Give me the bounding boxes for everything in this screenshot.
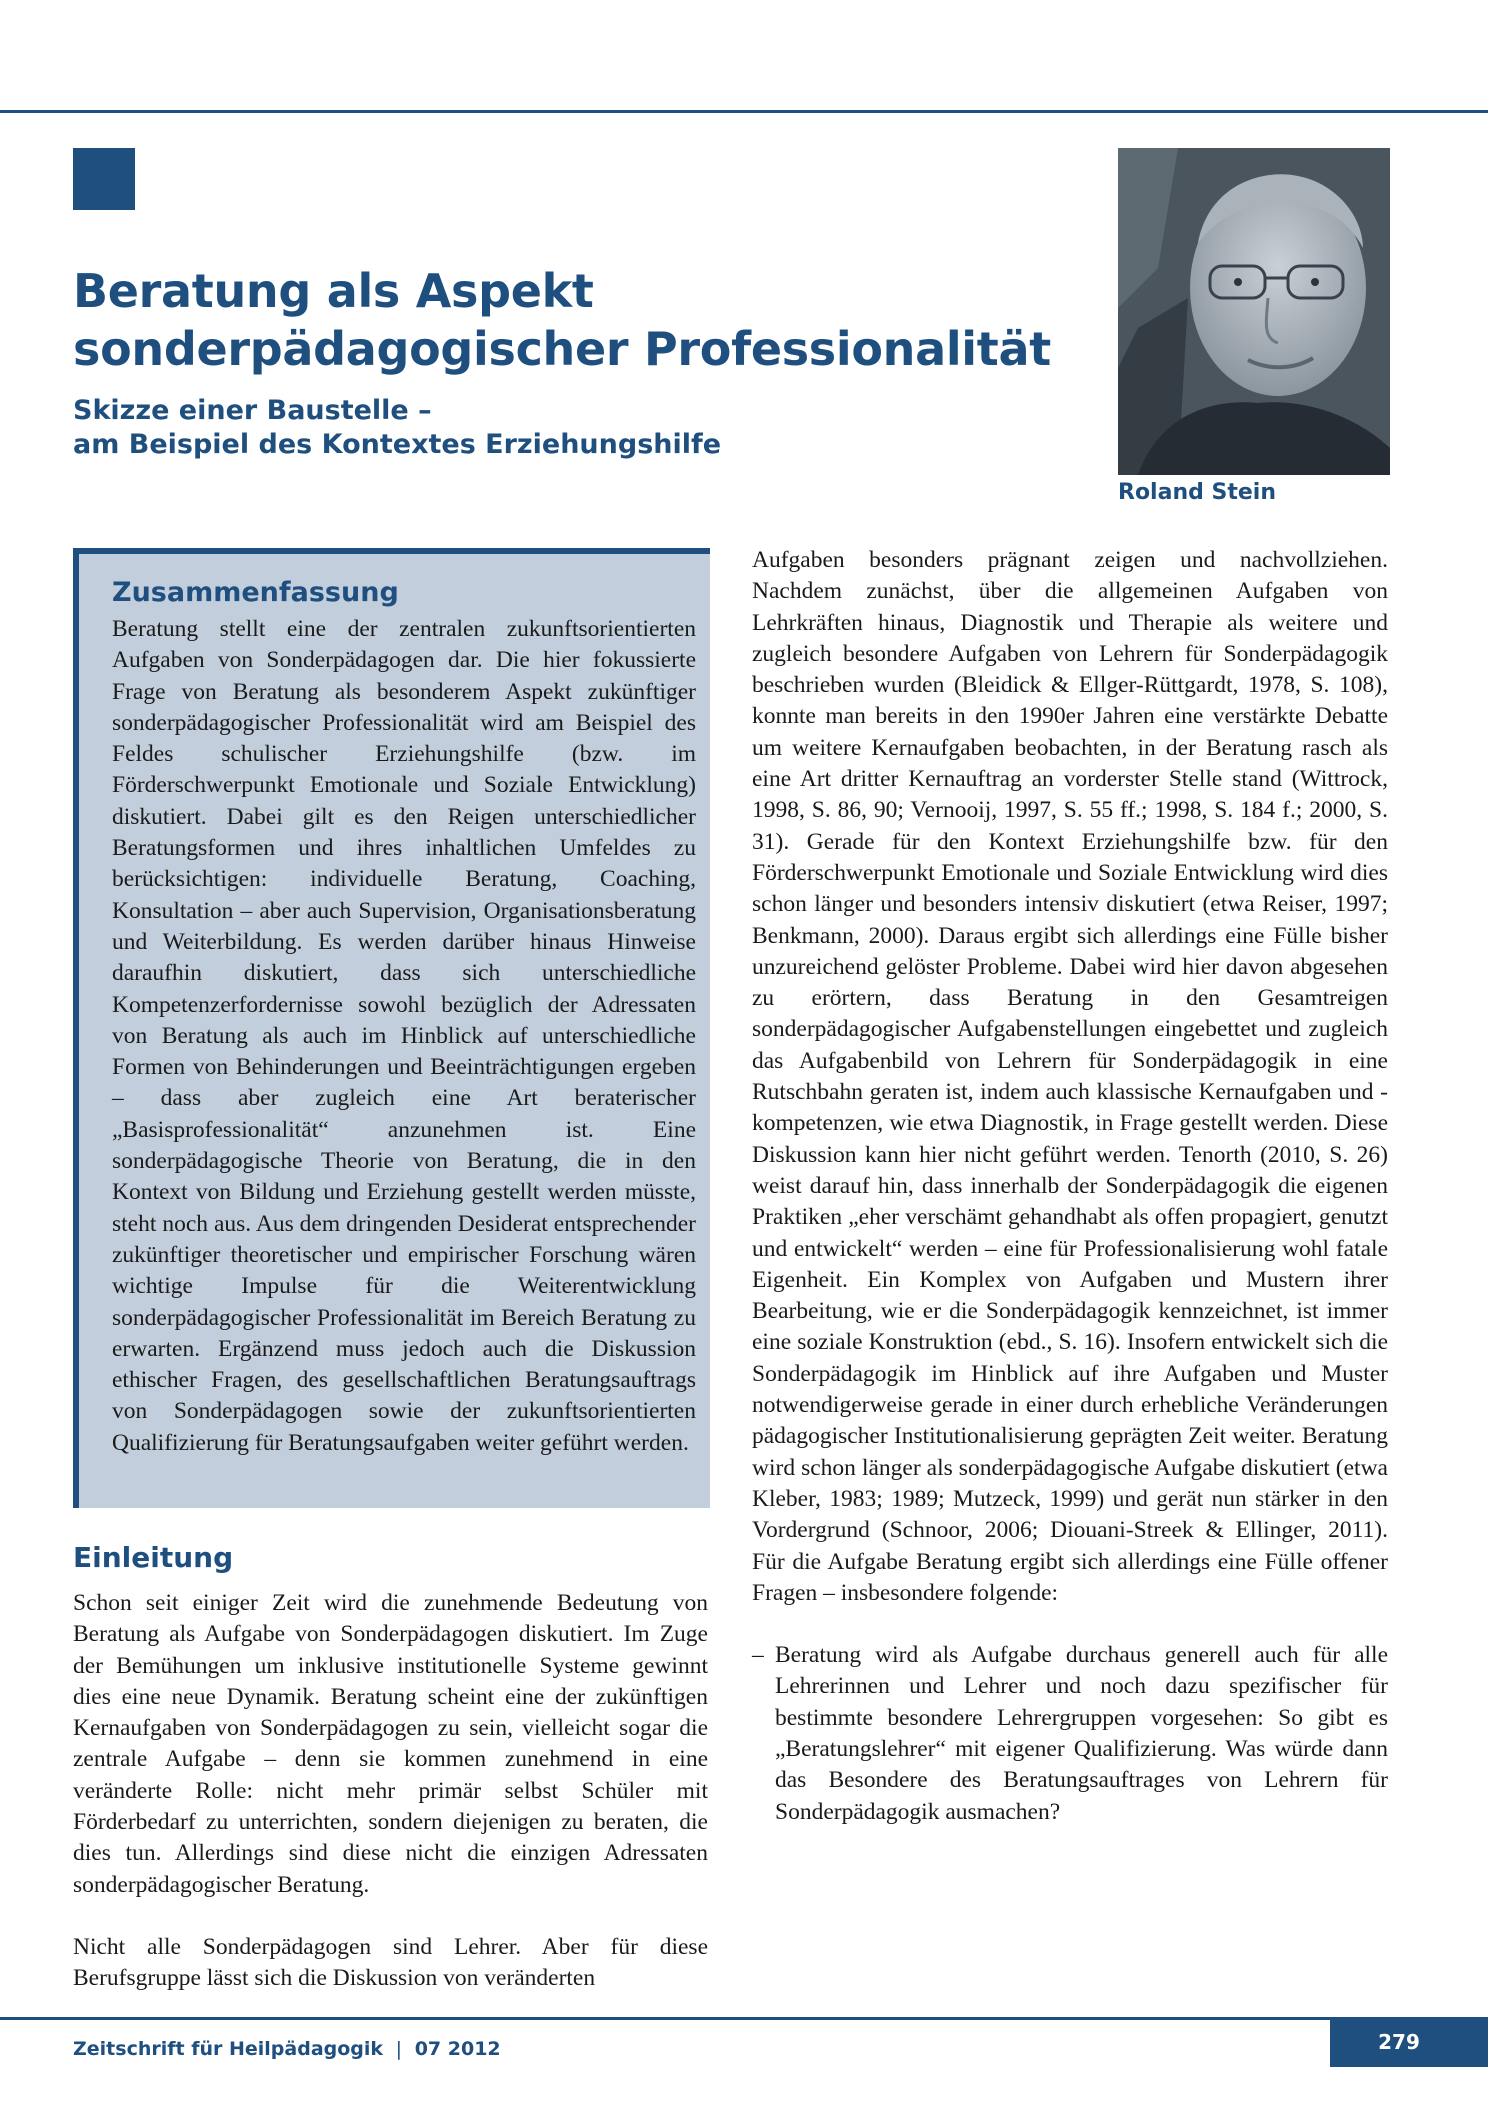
journal-issue: 07 2012 bbox=[414, 2038, 501, 2060]
intro-text bbox=[73, 1588, 708, 2026]
page-number: 279 bbox=[1330, 2017, 1488, 2067]
title-line-2: sonderpädagogischer Professionalität bbox=[73, 322, 1051, 376]
author-portrait-image bbox=[1118, 148, 1390, 475]
journal-footer bbox=[73, 2036, 501, 2062]
journal-name: Zeitschrift für Heilpädagogik bbox=[73, 2038, 384, 2060]
list-item bbox=[752, 1640, 1388, 1828]
abstract-box bbox=[73, 548, 710, 1508]
right-column-paragraph-1: Aufgaben besonders prägnant zeigen und nachvollziehen. Nachdem zunächst, über die allgemeinen Aufgaben von Lehrkräften hinaus, Diagnostik und Therapie als weitere und zugleich besondere Aufgaben von Lehrern für Sonderpädagogik beschrieben wurden (Bleidick & Ellger-Rüttgardt, 1978, S. 108), konnte man bereits in den 1990er Jahren eine verstärkte Debatte um weitere Kernaufgaben beobachten, in der Beratung rasch als eine Art dritter Kernauftrag an vorderster Stelle stand (Wittrock, 1998, S. 86, 90; Vernooij, 1997, S. 55 ff.; 1998, S. 184 f.; 2000, S. 31). Gerade für den Kontext Erziehungshilfe bzw. für den Förderschwerpunkt Emotionale und Soziale Entwicklung wird dies schon länger und besonders intensiv diskutiert (etwa Reiser, 1997; Benkmann, 2000). Daraus ergibt sich allerdings eine Fülle bisher unzureichend gelöster Probleme. Dabei wird hier davon abgesehen zu erörtern, dass Beratung in den Gesamtreigen sonderpädagogischer Aufgabenstellungen eingebettet und zugleich das Aufgabenbild von Lehrern für Sonderpädagogik in eine Rutschbahn geraten ist, indem auch klassische Kernaufgaben und -kompetenzen, wie etwa Diagnostik, in Frage gestellt werden. Diese Diskussion kann hier nicht geführt werden. Tenorth (2010, S. 26) weist darauf hin, dass innerhalb der Sonderpädagogik die eigenen Praktiken „eher verschämt gehandhabt als offen propagiert, genutzt und entwickelt“ werden – eine für Professionalisierung wohl fatale Eigenheit. Ein Komplex von Aufgaben und Mustern ihrer Bearbeitung, wie er die Sonderpädagogik kennzeichnet, ist immer eine soziale Konstruktion (ebd., S. 16). Insofern entwickelt sich die Sonderpädagogik im Hinblick auf ihre Aufgaben und Muster notwendigerweise gerade in einer durch erhebliche Veränderungen pädagogischer Institutionalisierung geprägten Zeit weiter. Beratung wird schon länger als sonderpädagogische Aufgabe diskutiert (etwa Kleber, 1983; 1989; Mutzeck, 1999) und gerät nun stärker in den Vordergrund (Schnoor, 2006; Diouani-Streek & Ellinger, 2011). Für die Aufgabe Beratung ergibt sich allerdings eine Fülle offener Fragen – insbesondere folgende: bbox=[752, 547, 1388, 1606]
author-photo bbox=[1118, 148, 1390, 475]
subtitle-line-2: am Beispiel des Kontextes Erziehungshilfe bbox=[73, 429, 722, 460]
title-line-1: Beratung als Aspekt bbox=[73, 264, 594, 318]
author-name: Roland Stein bbox=[1118, 480, 1276, 505]
intro-paragraph-2: Nicht alle Sonderpädagogen sind Lehrer. Aber für diese Berufsgruppe lässt sich die Diskussion von veränderten bbox=[73, 1933, 708, 1992]
abstract-heading: Zusammenfassung bbox=[112, 577, 399, 608]
abstract-text: Beratung stellt eine der zentralen zukunftsorientierten Aufgaben von Sonderpädagogen dar. Die hier fokussierte Frage von Beratung als besonderem Aspekt zukünftiger sonderpädagogischer Professionalität wird am Beispiel des Feldes schulischer Erziehungshilfe (bzw. im Förderschwerpunkt Emotionale und Soziale Entwicklung) diskutiert. Dabei gilt es den Reigen unterschiedlicher Beratungsformen und ihres inhaltlichen Umfeldes zu berücksichtigen: individuelle Beratung, Coaching, Konsultation – aber auch Supervision, Organisationsberatung und Weiterbildung. Es werden darüber hinaus Hinweise daraufhin diskutiert, dass sich unterschiedliche Kompetenzerfordernisse sowohl bezüglich der Adressaten von Beratung als auch im Hinblick auf unterschiedliche Formen von Behinderungen und Beeinträchtigungen ergeben – dass aber zugleich eine Art beraterischer „Basisprofessionalität“ anzunehmen ist. Eine sonderpädagogische Theorie von Beratung, die in den Kontext von Bildung und Erziehung gestellt werden müsste, steht noch aus. Aus dem dringenden Desiderat entsprechender zukünftiger theoretischer und empirischer Forschung wären wichtige Impulse für die Weiterentwicklung sonderpädagogischer Professionalität im Bereich Beratung zu erwarten. Ergänzend muss jedoch auch die Diskussion ethischer Fragen, des gesellschaftlichen Beratungsauftrags von Sonderpädagogen sowie der zukunftsorientierten Qualifizierung für Beratungsaufgaben weiter geführt werden. bbox=[112, 616, 696, 1456]
article-subtitle bbox=[73, 394, 973, 462]
subtitle-line-1: Skizze einer Baustelle – bbox=[73, 395, 432, 426]
article-title bbox=[73, 262, 1073, 378]
right-column bbox=[752, 545, 1388, 1859]
list-dash: – bbox=[752, 1642, 764, 1669]
list-item-text: Beratung wird als Aufgabe durchaus generell auch für alle Lehrerinnen und Lehrer und noch dazu spezifischer für bestimmte besondere Lehrergruppen vorgesehen: So gibt es „Beratungslehrer“ mit eigener Qualifizierung. Was würde dann das Besondere des Beratungsauftrages von Lehrern für Sonderpädagogik ausmachen? bbox=[775, 1642, 1388, 1825]
section-heading-einleitung: Einleitung bbox=[73, 1541, 234, 1574]
decorative-square bbox=[73, 148, 135, 210]
intro-paragraph-1: Schon seit einiger Zeit wird die zunehmende Bedeutung von Beratung als Aufgabe von Sonderpädagogen diskutiert. Im Zuge der Bemühungen um inklusive institutionelle Systeme gewinnt dies eine neue Dynamik. Beratung scheint eine der zukünftigen Kernaufgaben von Sonderpädagogen zu sein, vielleicht sogar die zentrale Aufgabe – denn sie kommen zunehmend in eine veränderte Rolle: nicht mehr primär selbst Schüler mit Förderbedarf zu unterrichten, sondern diejenigen zu beraten, die dies tun. Allerdings sind diese nicht die einzigen Adressaten sonderpädagogischer Beratung. bbox=[73, 1590, 708, 1898]
bottom-rule bbox=[0, 2017, 1488, 2020]
footer-separator: | bbox=[395, 2038, 403, 2060]
top-rule bbox=[0, 110, 1488, 113]
